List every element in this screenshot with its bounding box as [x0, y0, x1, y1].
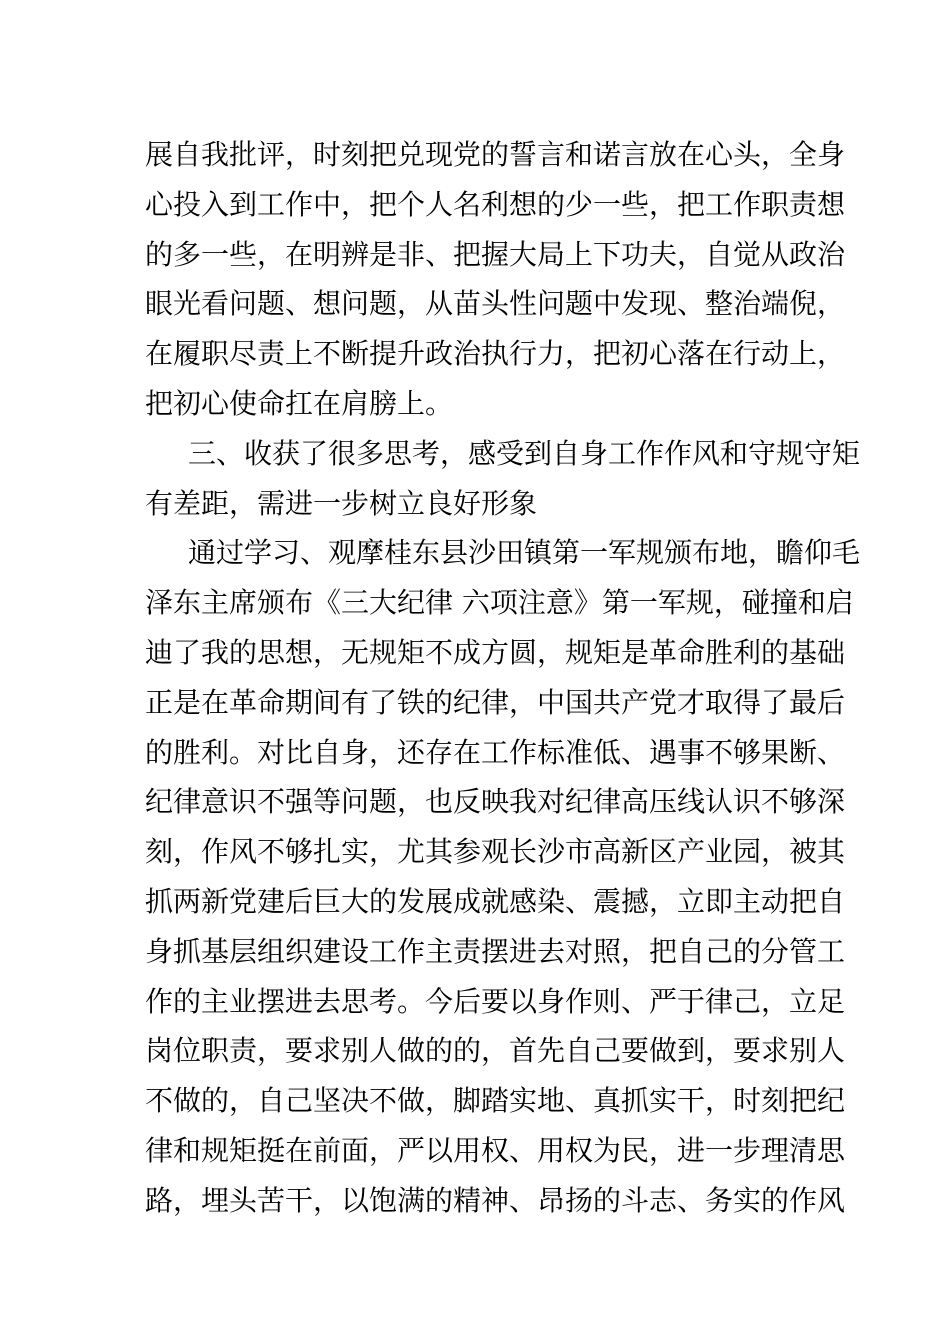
text-line: 不做的，自己坚决不做，脚踏实地、真抓实干，时刻把纪	[145, 1084, 846, 1118]
text-line: 展自我批评，时刻把兑现党的誓言和诺言放在心头，全身	[145, 138, 846, 171]
body-text	[145, 130, 861, 1226]
text-line: 泽东主席颁布《三大纪律 六项注意》第一军规，碰撞和启	[145, 586, 854, 620]
text-line: 的胜利。对比自身，还存在工作标准低、遇事不够果断、	[145, 735, 846, 769]
text-line: 正是在革命期间有了铁的纪律，中国共产党才取得了最后	[145, 685, 846, 719]
text-line: 纪律意识不强等问题，也反映我对纪律高压线认识不够深	[145, 785, 846, 819]
text-line: 路，埋头苦干，以饱满的精神、昂扬的斗志、务实的作风	[145, 1183, 846, 1217]
text-line: 的多一些，在明辨是非、把握大局上下功夫，自觉从政治	[145, 237, 846, 271]
text-line: 通过学习、观摩桂东县沙田镇第一军规颁布地，瞻仰毛	[188, 536, 861, 570]
section-heading-line: 有差距，需进一步树立良好形象	[145, 486, 538, 520]
text-line: 作的主业摆进去思考。今后要以身作则、严于律己，立足	[145, 984, 846, 1018]
text-line: 身抓基层组织建设工作主责摆进去对照，把自己的分管工	[145, 934, 846, 968]
text-line: 迪了我的思想，无规矩不成方圆，规矩是革命胜利的基础	[145, 635, 846, 669]
text-line: 眼光看问题、想问题，从苗头性问题中发现、整治端倪，	[145, 287, 846, 321]
text-line: 岗位职责，要求别人做的的，首先自己要做到，要求别人	[145, 1034, 846, 1068]
section-heading-line: 三、收获了很多思考，感受到自身工作作风和守规守矩	[188, 436, 861, 470]
text-line: 在履职尽责上不断提升政治执行力，把初心落在行动上，	[145, 337, 846, 371]
text-line: 抓两新党建后巨大的发展成就感染、震撼，立即主动把自	[145, 884, 846, 918]
text-line: 心投入到工作中，把个人名利想的少一些，把工作职责想	[145, 187, 846, 221]
text-line: 律和规矩挺在前面，严以用权、用权为民，进一步理清思	[145, 1133, 846, 1167]
text-line: 刻，作风不够扎实，尤其参观长沙市高新区产业园，被其	[145, 835, 846, 869]
text-line: 把初心使命扛在肩膀上。	[145, 386, 454, 420]
